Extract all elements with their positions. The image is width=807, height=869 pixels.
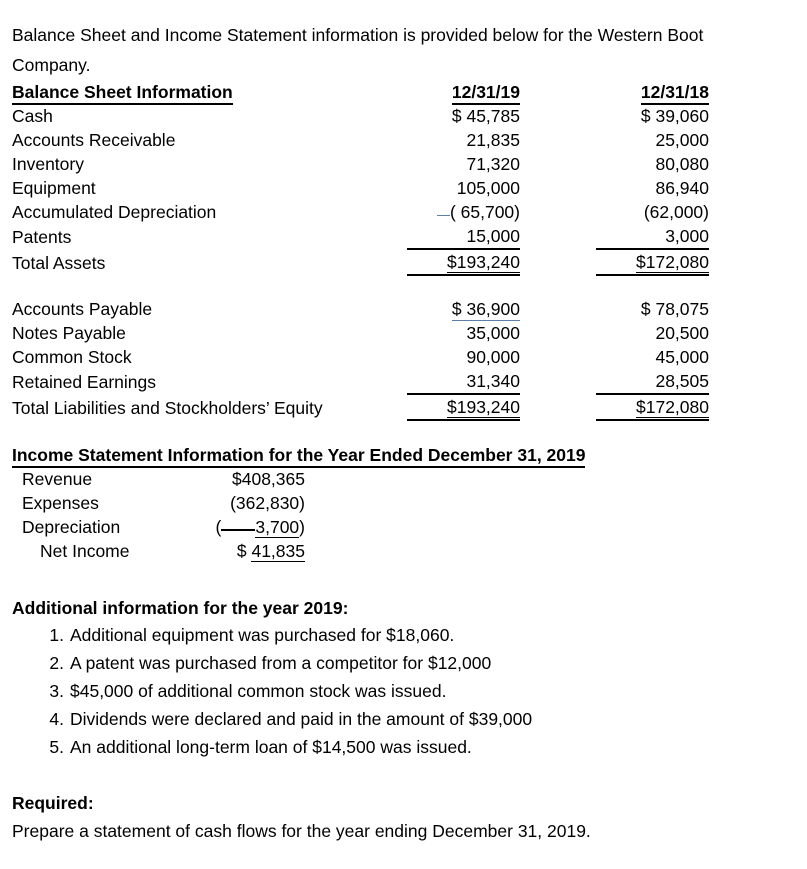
- list-item-text: A patent was purchased from a competitor for $12,000: [70, 653, 492, 673]
- required-heading: Required:: [12, 793, 94, 813]
- common-stock-2018: 45,000: [655, 347, 709, 367]
- equipment-2019: 105,000: [456, 178, 520, 198]
- row-label-total-liabilities-equity: Total Liabilities and Stockholders’ Equity: [12, 398, 323, 418]
- income-statement-table: [12, 467, 305, 563]
- income-statement-heading: [12, 443, 585, 467]
- total-liabilities-equity-2018: $172,080: [596, 394, 709, 420]
- row-label-common-stock: Common Stock: [12, 347, 132, 367]
- underline-fill: [221, 529, 255, 531]
- currency-symbol: $: [236, 541, 247, 561]
- retained-earnings-2019: 31,340: [407, 369, 520, 394]
- column-gap: [520, 249, 596, 275]
- row-label-depreciation: Depreciation: [22, 517, 121, 537]
- balance-sheet-assets-table: [12, 80, 709, 276]
- cash-2019: $ 45,785: [451, 106, 520, 126]
- column-gap: [520, 80, 596, 104]
- equipment-2018: 86,940: [655, 178, 709, 198]
- editing-underline-artifact: [437, 215, 450, 216]
- accounts-receivable-2018: 25,000: [655, 130, 709, 150]
- table-row: [12, 491, 305, 515]
- column-gap: [520, 345, 596, 369]
- list-item: [12, 677, 532, 705]
- list-item-text: Dividends were declared and paid in the amount of $39,000: [70, 709, 533, 729]
- column-gap: [520, 128, 596, 152]
- row-label-patents: Patents: [12, 227, 72, 247]
- row-label-cash: Cash: [12, 106, 53, 126]
- accounts-payable-2019: $ 36,900: [451, 299, 520, 319]
- depreciation-amount: ( 3,700): [215, 517, 305, 537]
- additional-info-heading: Additional information for the year 2019:: [12, 598, 349, 618]
- column-gap: [520, 152, 596, 176]
- intro-paragraph: Balance Sheet and Income Statement information is provided below for the Western Boot Company.: [12, 24, 704, 75]
- row-label-total-assets: Total Assets: [12, 253, 106, 273]
- column-gap: [520, 224, 596, 249]
- table-row: [12, 128, 709, 152]
- list-item-text: An additional long-term loan of $14,500 was issued.: [70, 737, 472, 757]
- table-row: [12, 200, 709, 224]
- list-item-text: $45,000 of additional common stock was issued.: [70, 681, 447, 701]
- column-gap: [520, 394, 596, 420]
- accounts-payable-2018: $ 78,075: [640, 299, 709, 319]
- row-label-expenses: Expenses: [22, 493, 99, 513]
- total-assets-2018: $172,080: [596, 249, 709, 275]
- total-assets-2019: $193,240: [407, 249, 520, 275]
- required-text: Prepare a statement of cash flows for the year ending December 31, 2019.: [12, 821, 591, 841]
- accounts-receivable-2019: 21,835: [466, 130, 520, 150]
- income-statement-heading-text: Income Statement Information for the Year Ended December 31, 2019: [12, 445, 585, 468]
- expenses-amount: (362,830): [230, 493, 305, 513]
- list-item-marker: 5.: [49, 737, 64, 757]
- column-gap: [520, 104, 596, 128]
- row-label-revenue: Revenue: [22, 469, 93, 489]
- column-gap: [520, 176, 596, 200]
- column-gap: [520, 297, 596, 321]
- accumulated-depreciation-2019: ( 65,700): [407, 200, 520, 224]
- notes-payable-2019: 35,000: [466, 323, 520, 343]
- row-label-inventory: Inventory: [12, 154, 84, 174]
- patents-2018: 3,000: [596, 224, 709, 249]
- list-item-marker: 3.: [49, 681, 64, 701]
- row-label-accumulated-depreciation: Accumulated Depreciation: [12, 202, 217, 222]
- table-total-row: [12, 249, 709, 275]
- inventory-2019: 71,320: [466, 154, 520, 174]
- additional-info-list: [12, 621, 532, 761]
- table-row: [12, 369, 709, 394]
- list-item: [12, 705, 532, 733]
- row-label-net-income: Net Income: [40, 541, 130, 561]
- list-item-text: Additional equipment was purchased for $18,060.: [70, 625, 455, 645]
- accumulated-depreciation-2018: (62,000): [643, 202, 709, 222]
- table-row: [12, 176, 709, 200]
- patents-2019: 15,000: [407, 224, 520, 249]
- row-label-equipment: Equipment: [12, 178, 96, 198]
- table-row: [12, 297, 709, 321]
- column-header-2018: 12/31/18: [596, 80, 709, 104]
- row-label-notes-payable: Notes Payable: [12, 323, 126, 343]
- table-total-row: [12, 539, 305, 563]
- balance-sheet-liabilities-table: [12, 297, 709, 421]
- table-row: [12, 345, 709, 369]
- list-item-marker: 2.: [49, 653, 64, 673]
- close-paren: ): [299, 517, 305, 537]
- row-label-accounts-receivable: Accounts Receivable: [12, 130, 176, 150]
- column-gap: [520, 200, 596, 224]
- list-item: [12, 733, 532, 761]
- table-row: [12, 224, 709, 249]
- row-label-retained-earnings: Retained Earnings: [12, 372, 156, 392]
- table-header-row: [12, 80, 709, 104]
- list-item-marker: 1.: [49, 625, 64, 645]
- table-total-row: [12, 394, 709, 420]
- column-gap: [520, 369, 596, 394]
- column-header-2019: 12/31/19: [407, 80, 520, 104]
- notes-payable-2018: 20,500: [655, 323, 709, 343]
- list-item: [12, 649, 532, 677]
- table-row: [12, 467, 305, 491]
- retained-earnings-2018: 28,505: [596, 369, 709, 394]
- row-label-accounts-payable: Accounts Payable: [12, 299, 153, 319]
- revenue-amount: $408,365: [232, 469, 305, 489]
- list-item: [12, 621, 532, 649]
- column-gap: [520, 321, 596, 345]
- spacer-cell: [12, 80, 407, 104]
- table-row: [12, 321, 709, 345]
- common-stock-2019: 90,000: [466, 347, 520, 367]
- list-item-marker: 4.: [49, 709, 64, 729]
- total-liabilities-equity-2019: $193,240: [407, 394, 520, 420]
- net-income-amount: $ 41,835: [236, 541, 305, 561]
- table-row: [12, 515, 305, 539]
- balance-sheet-heading-text: Balance Sheet Information: [12, 82, 233, 105]
- inventory-2018: 80,080: [655, 154, 709, 174]
- table-row: [12, 152, 709, 176]
- table-row: [12, 104, 709, 128]
- cash-2018: $ 39,060: [640, 106, 709, 126]
- open-paren: (: [215, 517, 222, 537]
